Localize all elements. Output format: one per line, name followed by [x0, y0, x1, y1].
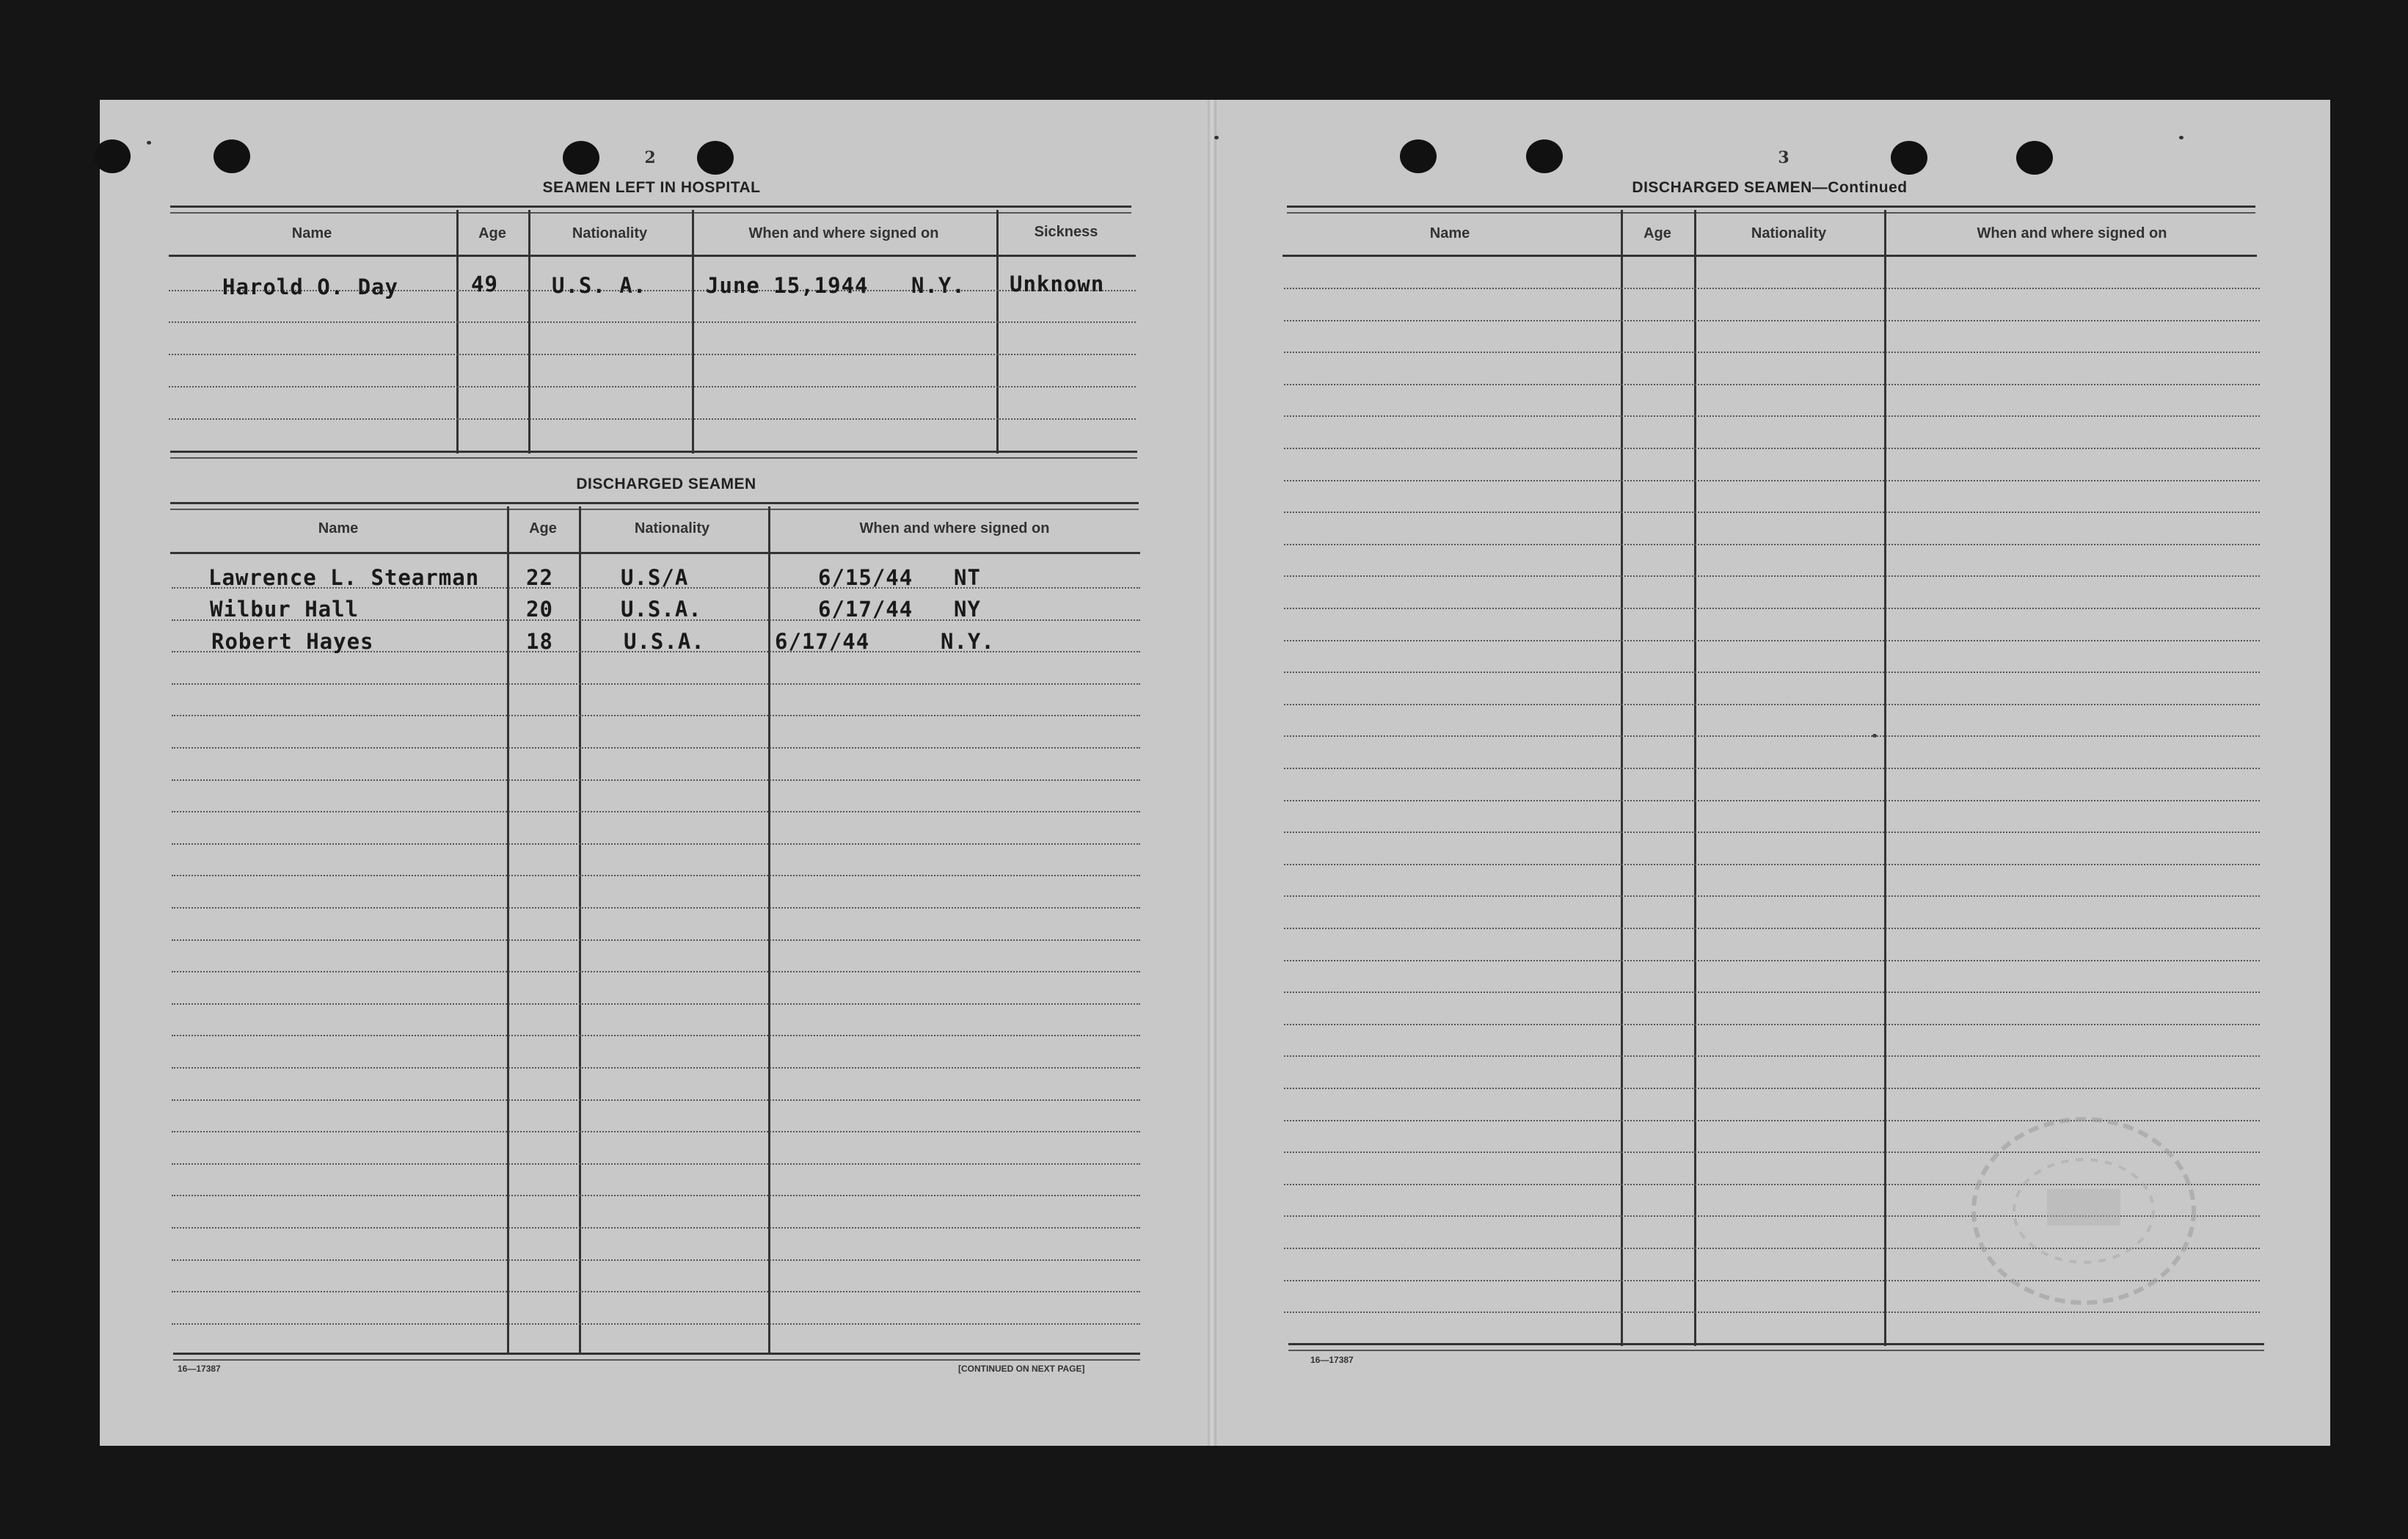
- table-top-rule: [170, 205, 1131, 214]
- row-line: [172, 1099, 1140, 1101]
- punch-hole: [214, 139, 250, 173]
- column-header-name: Name: [1429, 225, 1470, 241]
- table-bottom-rule: [173, 1353, 1140, 1361]
- cell-place: NT: [954, 565, 981, 590]
- cell-name: Wilbur Hall: [210, 597, 360, 622]
- punch-hole: [2016, 141, 2053, 175]
- row-line: [1284, 832, 2260, 833]
- row-line: [172, 779, 1140, 781]
- table-header-rule: [1283, 255, 2257, 257]
- column-header-name: Name: [318, 520, 359, 536]
- section-title: DISCHARGED SEAMEN—Continued: [1632, 179, 1908, 196]
- column-divider: [528, 210, 530, 454]
- column-divider: [1694, 210, 1696, 1346]
- row-line: [1284, 415, 2260, 417]
- cell-age: 20: [526, 597, 553, 622]
- table-top-rule: [1287, 205, 2255, 214]
- row-line: [169, 321, 1136, 323]
- row-line: [1284, 800, 2260, 801]
- row-line: [1284, 320, 2260, 321]
- column-header-sickness: Sickness: [1034, 224, 1098, 240]
- row-line: [1284, 992, 2260, 993]
- row-line: [1284, 544, 2260, 545]
- row-line: [1284, 640, 2260, 641]
- row-line: [1284, 288, 2260, 289]
- form-number: 16—17387: [1310, 1355, 1354, 1365]
- page-number: 3: [1778, 148, 1789, 167]
- cell-date: 6/17/44: [775, 629, 870, 654]
- row-line: [172, 1259, 1140, 1261]
- row-line: [1284, 448, 2260, 449]
- page-number: 2: [644, 148, 656, 167]
- row-line: [1284, 704, 2260, 705]
- punch-hole: [563, 141, 599, 175]
- column-header-nationality: Nationality: [572, 225, 648, 241]
- form-number: 16—17387: [178, 1364, 221, 1374]
- column-header-signed-on: When and where signed on: [748, 225, 939, 241]
- row-line: [1284, 512, 2260, 513]
- row-line: [172, 1195, 1140, 1196]
- cell-place: NY: [954, 597, 981, 622]
- row-line: [172, 715, 1140, 716]
- row-line: [172, 907, 1140, 909]
- punch-hole: [1526, 139, 1563, 173]
- row-line: [1284, 384, 2260, 385]
- table-header-rule: [169, 255, 1136, 257]
- row-line: [1284, 768, 2260, 769]
- row-line: [1284, 1055, 2260, 1057]
- column-header-age: Age: [478, 225, 506, 241]
- cell-date: 6/17/44: [818, 597, 913, 622]
- faded-stamp: [1966, 1108, 2201, 1314]
- column-divider: [456, 210, 459, 454]
- punch-hole: [1891, 141, 1927, 175]
- table-bottom-rule: [1288, 1343, 2264, 1351]
- cell-nationality: U.S. A.: [552, 273, 647, 298]
- column-header-name: Name: [291, 225, 332, 241]
- speck: [1214, 136, 1219, 139]
- row-line: [1284, 608, 2260, 609]
- row-line: [172, 747, 1140, 749]
- table-header-rule: [170, 552, 1140, 554]
- row-line: [172, 875, 1140, 876]
- cell-nationality: U.S.A.: [624, 629, 705, 654]
- column-header-nationality: Nationality: [1751, 225, 1827, 241]
- row-line: [1284, 1088, 2260, 1089]
- cell-name: Robert Hayes: [211, 629, 374, 654]
- punch-hole: [94, 139, 131, 173]
- punch-hole: [697, 141, 734, 175]
- row-line: [172, 1163, 1140, 1165]
- cell-place: N.Y.: [911, 273, 966, 298]
- section-title: DISCHARGED SEAMEN: [576, 476, 756, 492]
- cell-age: 49: [471, 272, 498, 296]
- cell-place: N.Y.: [941, 629, 995, 654]
- row-line: [1284, 928, 2260, 929]
- speck: [147, 141, 151, 145]
- row-line: [1284, 352, 2260, 353]
- row-line: [172, 683, 1140, 685]
- page-fold: [1208, 100, 1216, 1446]
- column-header-nationality: Nationality: [634, 520, 710, 536]
- cell-nationality: U.S.A.: [621, 597, 702, 622]
- row-line: [1284, 960, 2260, 961]
- row-line: [172, 1003, 1140, 1005]
- column-divider: [692, 210, 694, 454]
- row-line: [172, 1131, 1140, 1132]
- cell-date: June 15,1944: [706, 273, 869, 298]
- row-line: [172, 939, 1140, 941]
- cell-sickness: Unknown: [1010, 272, 1105, 296]
- row-line: [1284, 895, 2260, 897]
- row-line: [172, 1035, 1140, 1036]
- cell-nationality: U.S/A: [621, 565, 689, 590]
- row-line: [172, 811, 1140, 812]
- cell-date: 6/15/44: [818, 565, 913, 590]
- column-divider: [996, 210, 999, 454]
- column-header-signed-on: When and where signed on: [1977, 225, 2167, 241]
- cell-name: Harold O. Day: [222, 274, 398, 299]
- row-line: [172, 971, 1140, 972]
- row-line: [1284, 864, 2260, 865]
- row-line: [172, 1323, 1140, 1325]
- column-divider: [1621, 210, 1623, 1346]
- row-line: [169, 386, 1136, 388]
- continued-note: [CONTINUED ON NEXT PAGE]: [958, 1364, 1085, 1374]
- row-line: [1284, 1024, 2260, 1025]
- section-title: SEAMEN LEFT IN HOSPITAL: [542, 179, 761, 196]
- row-line: [1284, 575, 2260, 577]
- row-line: [1284, 480, 2260, 481]
- row-line: [1284, 735, 2260, 737]
- speck: [2179, 136, 2183, 139]
- table-bottom-rule: [170, 451, 1137, 459]
- row-line: [172, 843, 1140, 845]
- column-header-signed-on: When and where signed on: [859, 520, 1050, 536]
- column-divider: [1884, 210, 1886, 1346]
- row-line: [172, 1227, 1140, 1229]
- column-header-age: Age: [529, 520, 557, 536]
- cell-age: 18: [526, 629, 553, 654]
- row-line: [172, 1067, 1140, 1069]
- cell-name: Lawrence L. Stearman: [208, 565, 480, 590]
- punch-hole: [1400, 139, 1437, 173]
- row-line: [172, 1291, 1140, 1292]
- row-line: [169, 354, 1136, 355]
- column-header-age: Age: [1643, 225, 1671, 241]
- row-line: [1284, 672, 2260, 673]
- cell-age: 22: [526, 565, 553, 590]
- table-top-rule: [170, 502, 1139, 510]
- row-line: [169, 418, 1136, 420]
